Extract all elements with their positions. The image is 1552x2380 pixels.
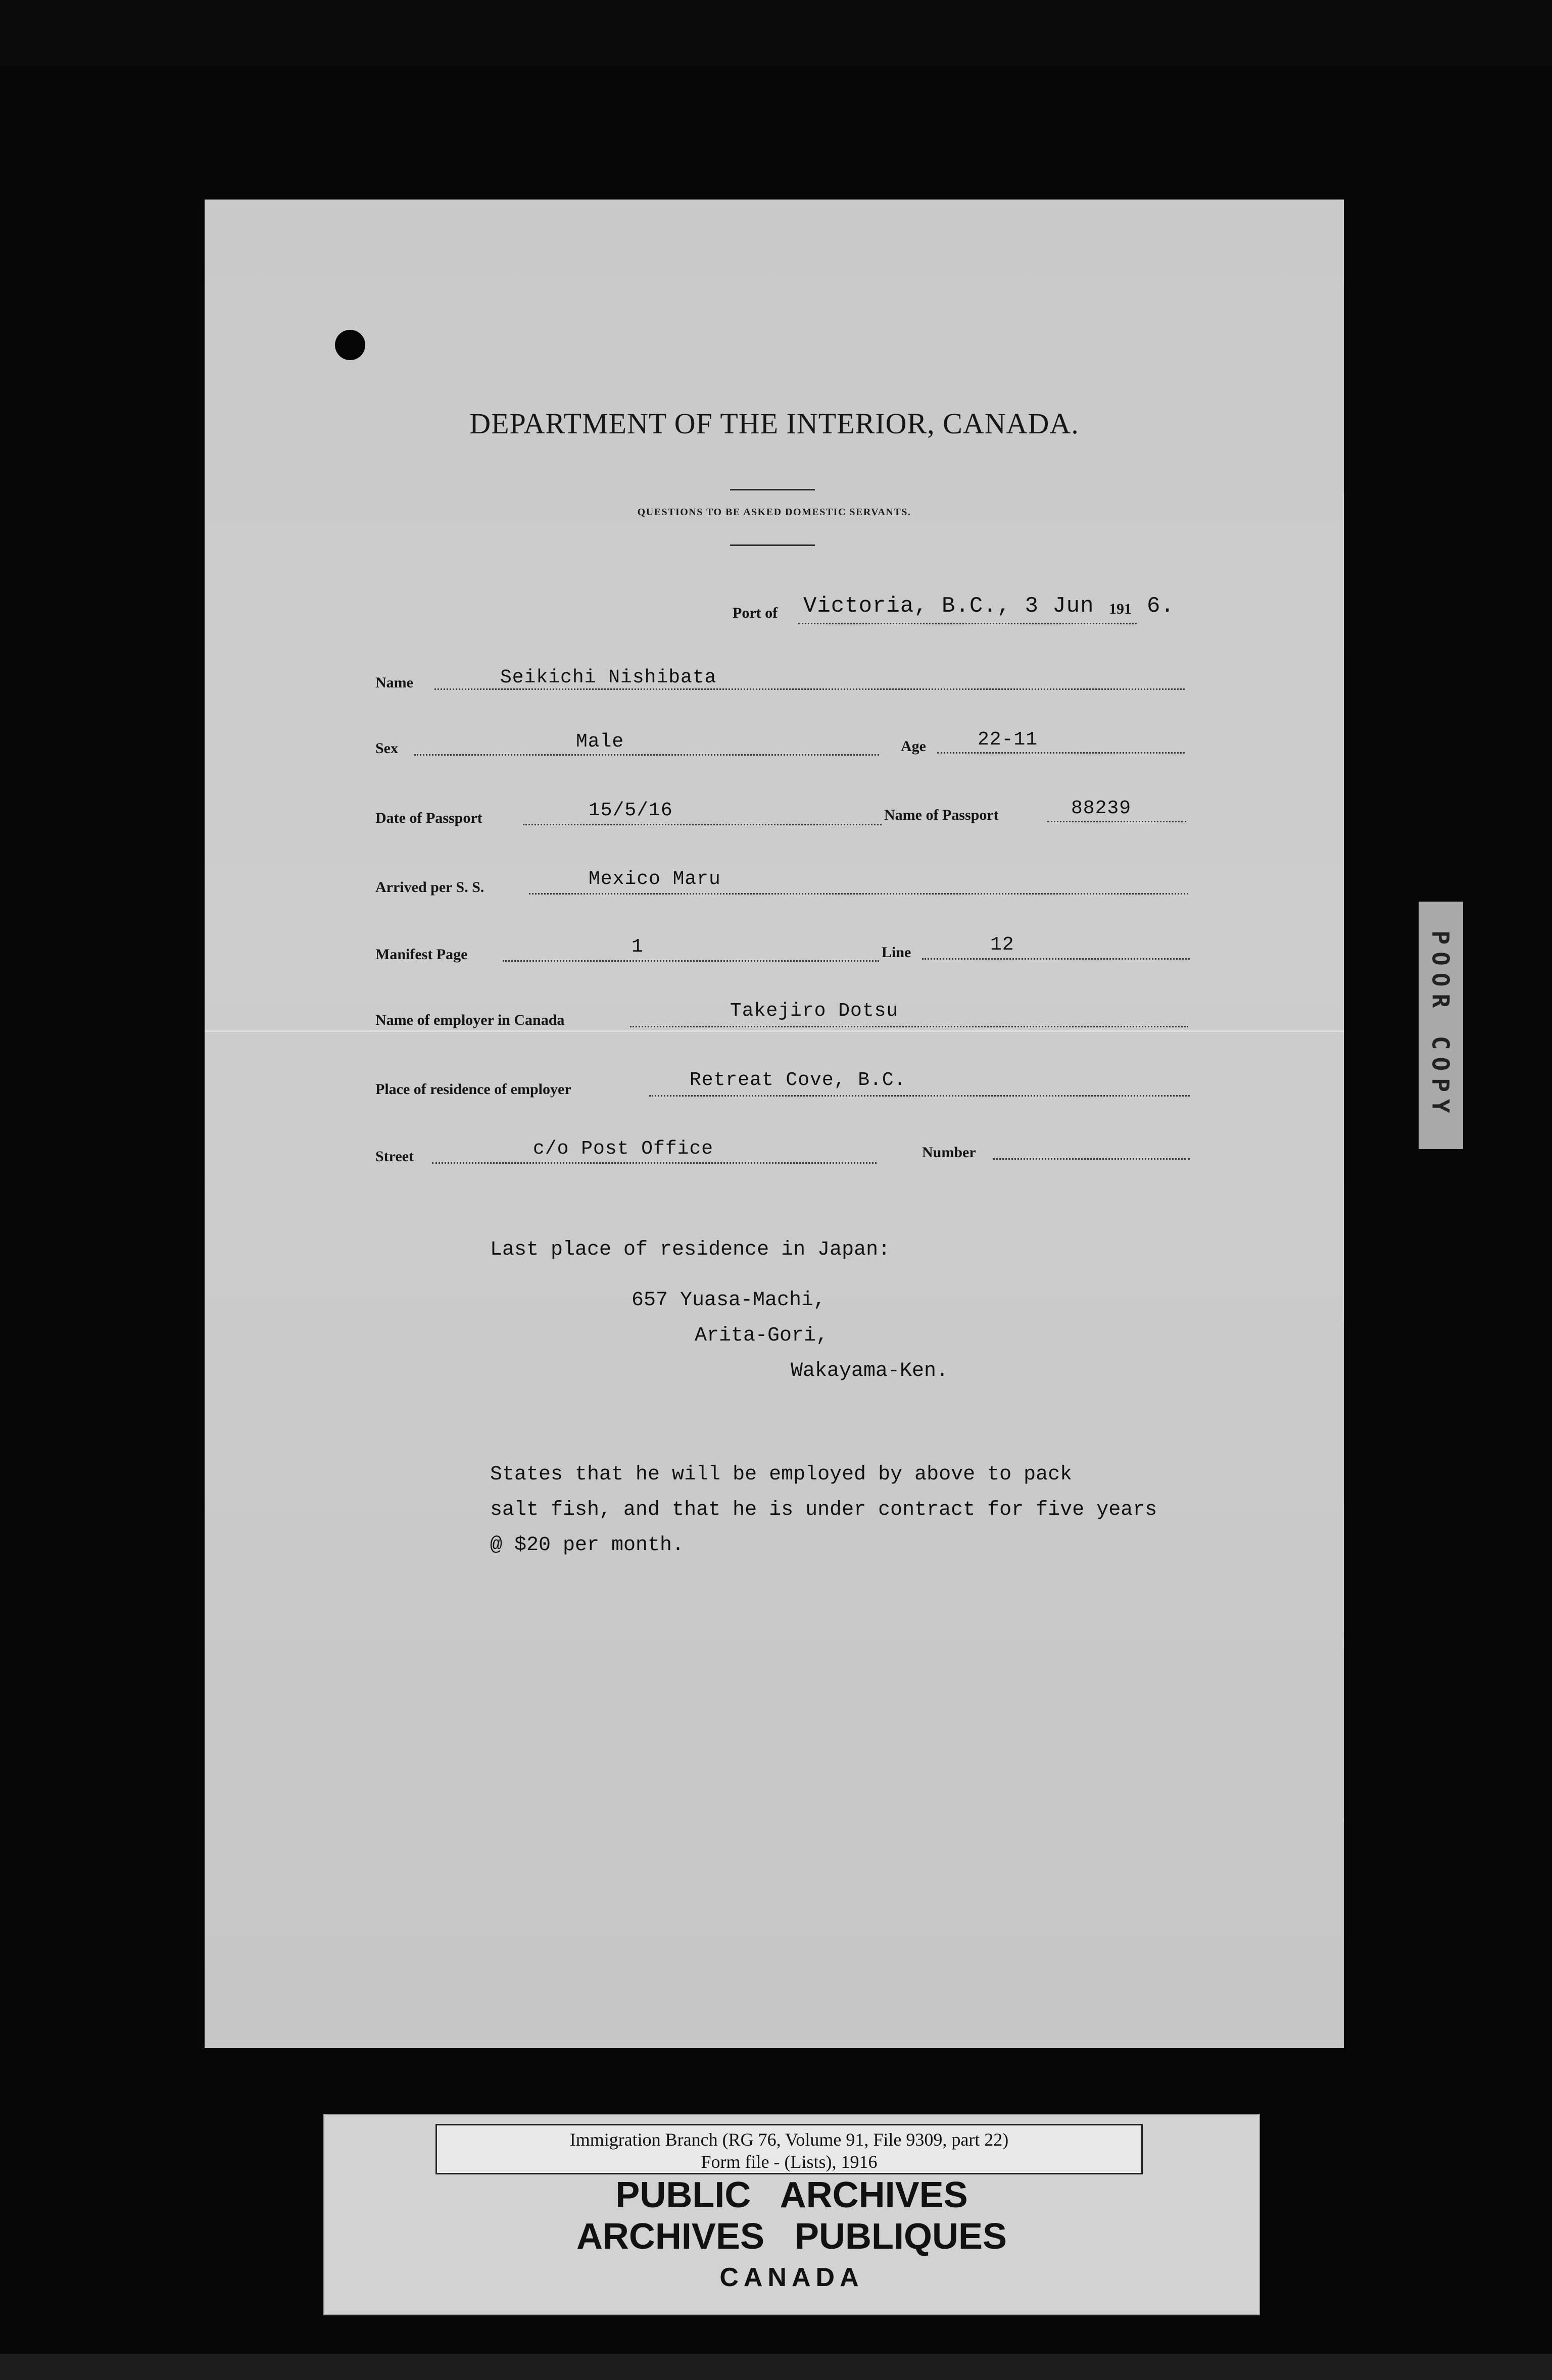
line-line [922,958,1190,960]
sex-value: Male [576,731,624,753]
employer-residence-line [649,1095,1190,1097]
arrived-per-label: Arrived per S. S. [375,879,484,896]
name-value: Seikichi Nishibata [500,667,717,688]
residence-heading: Last place of residence in Japan: [490,1238,891,1261]
archive-name-french: ARCHIVES PUBLIQUES [576,2216,1007,2257]
fold-crease [205,1030,1344,1032]
statement-line-1: States that he will be employed by above to pack [490,1463,1073,1486]
poor-copy-text: POOR COPY [1427,930,1454,1120]
manifest-page-value: 1 [632,936,644,958]
sex-line [414,754,879,756]
port-label: Port of [733,605,778,621]
poor-copy-stamp [1419,902,1463,1149]
form-subtitle: QUESTIONS TO BE ASKED DOMESTIC SERVANTS. [637,507,911,518]
age-label: Age [901,738,926,755]
port-value: Victoria, B.C., 3 Jun [803,593,1094,619]
employer-line [630,1026,1188,1027]
street-label: Street [375,1148,414,1165]
number-line [993,1158,1190,1160]
film-frame-top [0,0,1552,66]
port-line [798,623,1137,624]
age-value: 22-11 [978,729,1038,751]
statement-line-3: @ $20 per month. [490,1534,685,1557]
name-line [434,688,1185,690]
employer-residence-label: Place of residence of employer [375,1081,571,1098]
residence-line-3: Wakayama-Ken. [791,1360,949,1382]
name-of-passport-line [1047,821,1186,822]
archive-label-card [323,2114,1260,2315]
street-value: c/o Post Office [533,1138,714,1160]
date-of-passport-value: 15/5/16 [589,800,673,821]
date-of-passport-line [523,824,882,825]
number-label: Number [922,1144,976,1161]
manifest-page-line [503,960,879,962]
employer-label: Name of employer in Canada [375,1012,565,1028]
form-title: DEPARTMENT OF THE INTERIOR, CANADA. [469,407,1079,440]
manifest-page-label: Manifest Page [375,946,468,963]
line-value: 12 [990,934,1014,956]
archive-name-english: PUBLIC ARCHIVES [615,2175,968,2215]
age-line [937,752,1185,754]
archive-country: CANADA [719,2263,864,2292]
street-line [432,1162,877,1164]
archive-reference-line-2: Form file - (Lists), 1916 [701,2152,878,2172]
residence-line-2: Arita-Gori, [695,1324,829,1347]
name-of-passport-value: 88239 [1071,798,1132,819]
port-year-suffix: 6. [1147,593,1175,619]
sex-label: Sex [375,740,398,757]
archive-reference-line-1: Immigration Branch (RG 76, Volume 91, File 9309, part 22) [569,2129,1009,2150]
name-of-passport-label: Name of Passport [884,807,999,823]
arrived-per-value: Mexico Maru [589,868,721,890]
name-label: Name [375,674,413,691]
residence-line-1: 657 Yuasa-Machi, [632,1289,826,1312]
employer-residence-value: Retreat Cove, B.C. [690,1069,906,1091]
arrived-per-line [529,893,1188,895]
archive-reference-label [435,2124,1143,2174]
film-frame-bottom [0,2354,1552,2380]
punch-hole [335,330,365,360]
employer-value: Takejiro Dotsu [730,1000,899,1022]
statement-line-2: salt fish, and that he is under contract for five years [490,1499,1157,1521]
line-label: Line [882,944,911,961]
title-divider-top [730,489,815,490]
date-of-passport-label: Date of Passport [375,810,482,826]
immigration-form-page [205,200,1344,2048]
port-year-prefix: 191 [1109,601,1132,617]
title-divider-bottom [730,544,815,546]
